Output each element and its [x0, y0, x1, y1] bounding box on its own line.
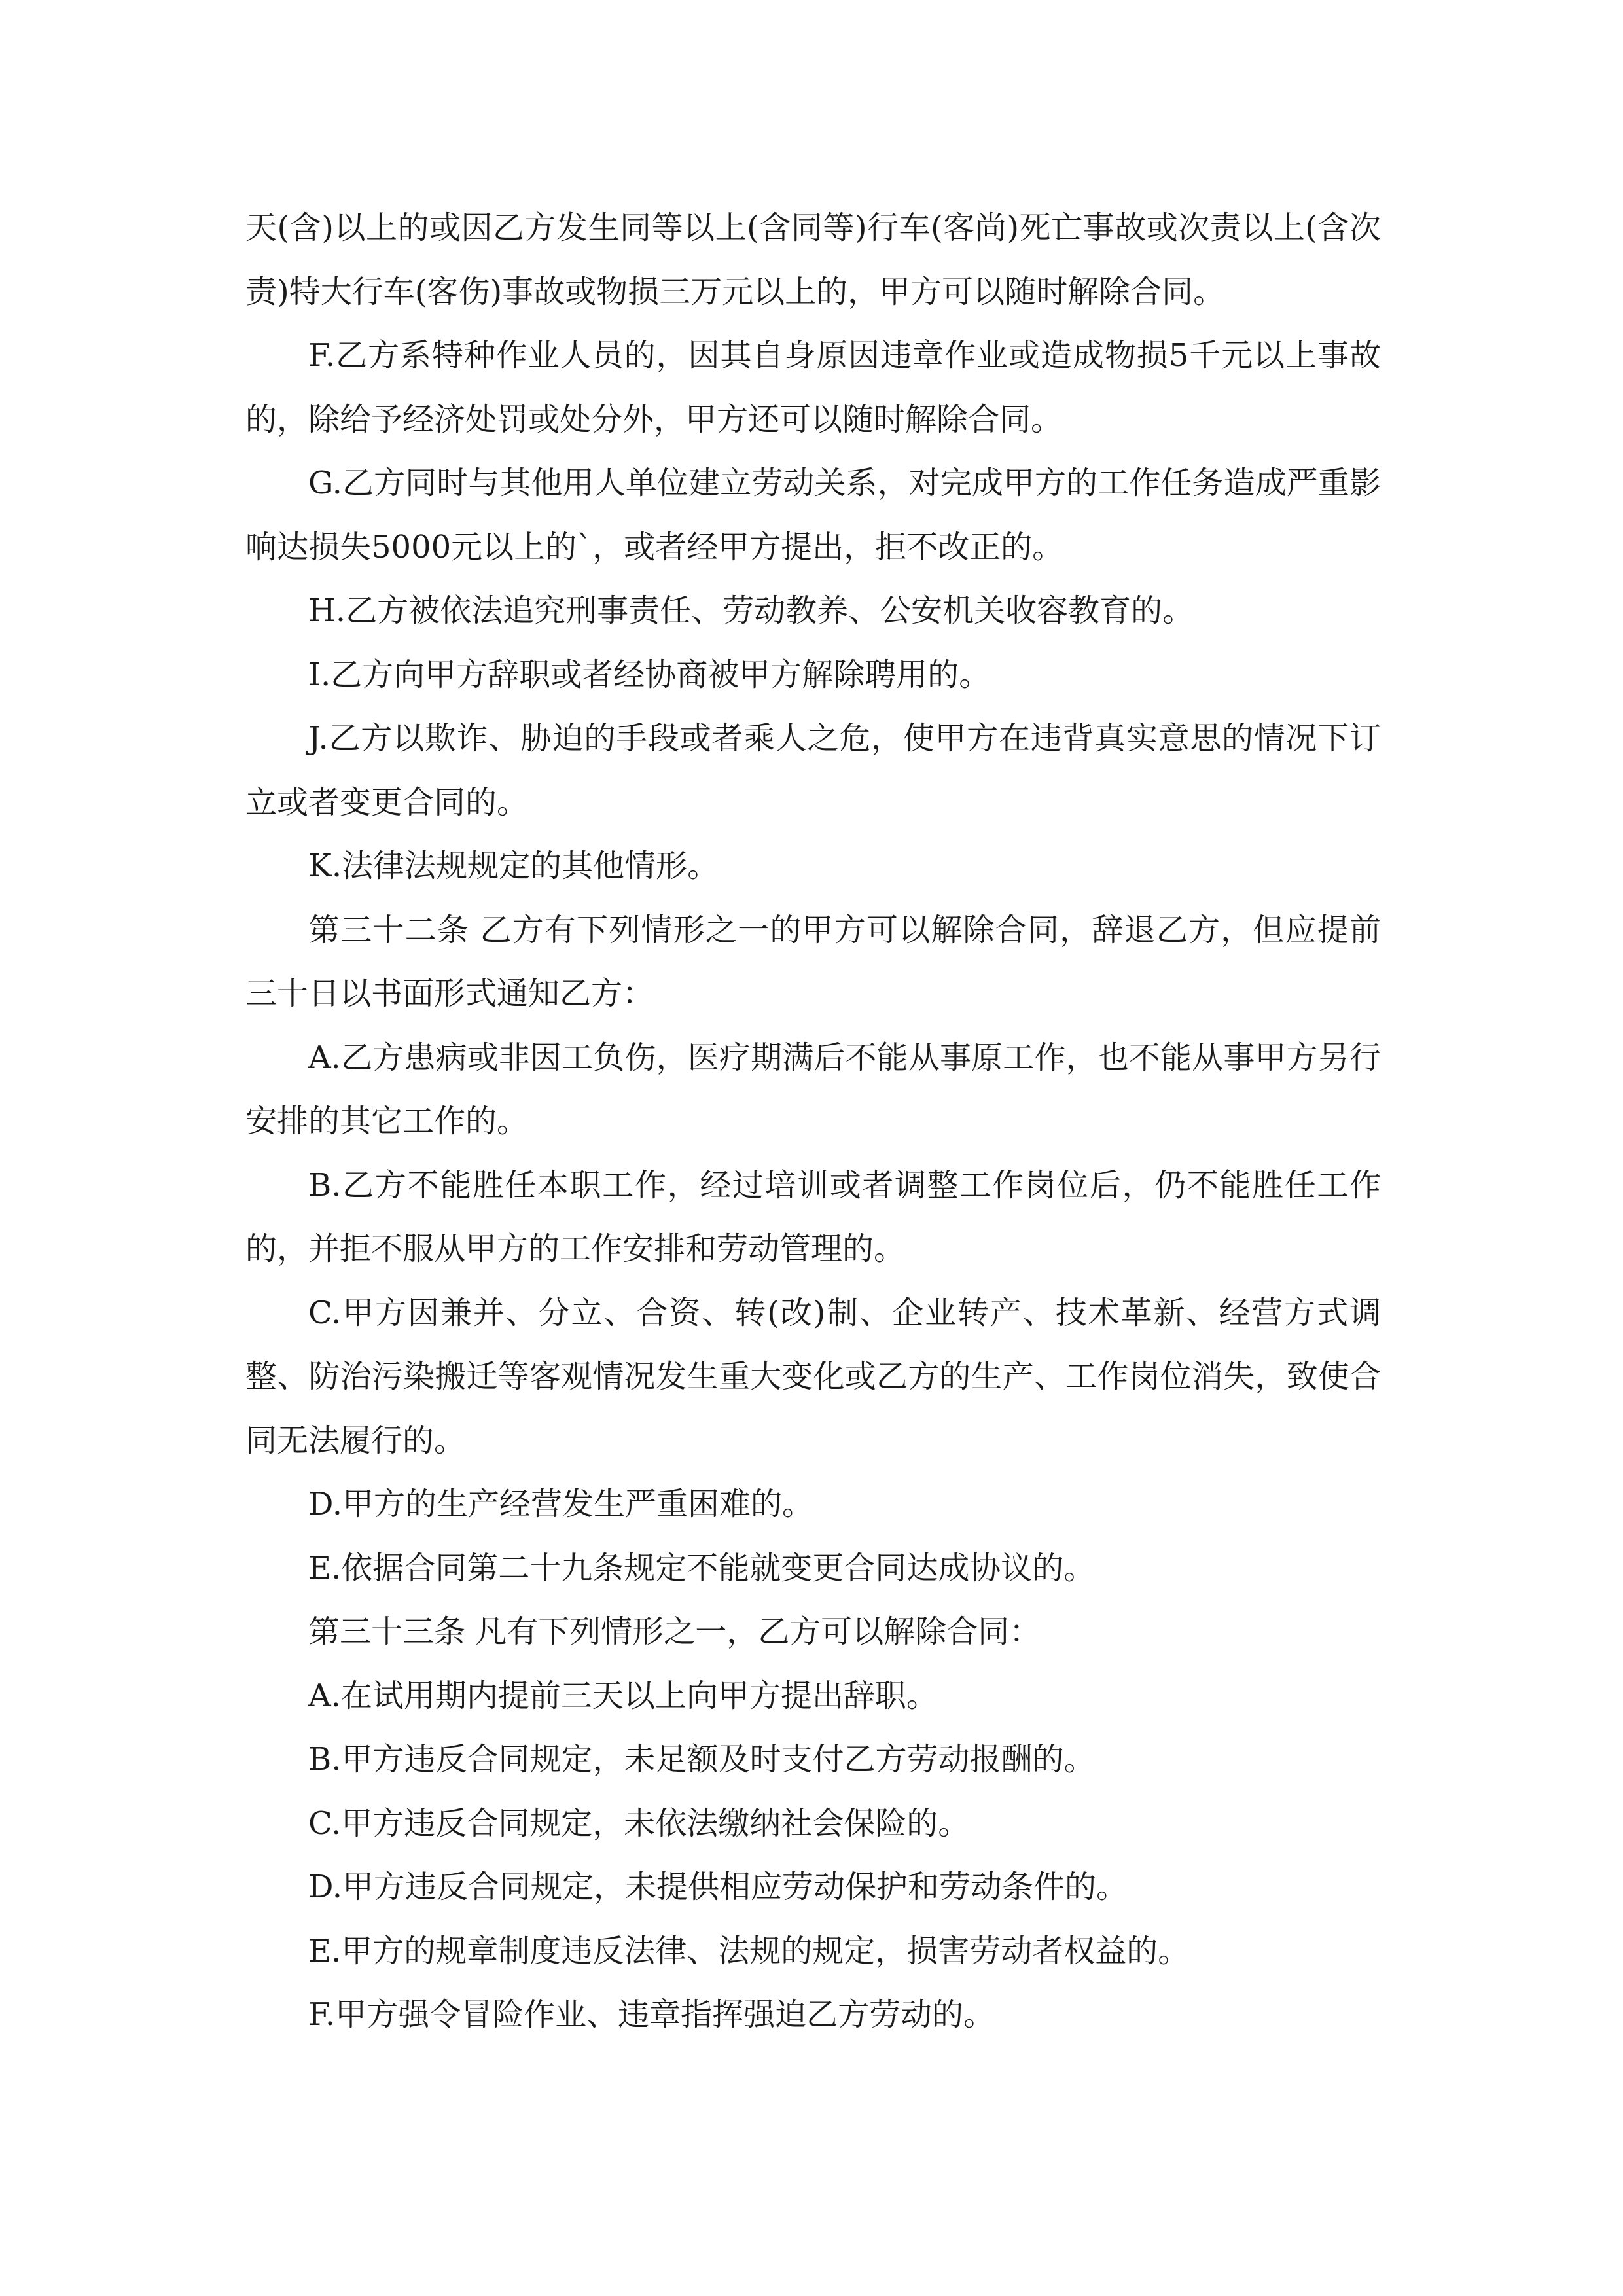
paragraph-item-j: J.乙方以欺诈、胁迫的手段或者乘人之危，使甲方在违背真实意思的情况下订立或者变更合同的。 [245, 720, 1381, 821]
article-33-item-c: C.甲方违反合同规定，未依法缴纳社会保险的。 [308, 1804, 970, 1842]
article-33-item-b: B.甲方违反合同规定，未足额及时支付乙方劳动报酬的。 [308, 1741, 1096, 1778]
article-32-item-a: A.乙方患病或非因工负伤，医疗期满后不能从事原工作，也不能从事甲方另行安排的其它工作的。 [245, 1039, 1381, 1139]
article-33-item-a: A.在试用期内提前三天以上向甲方提出辞职。 [308, 1677, 938, 1714]
article-32-item-e: E.依据合同第二十九条规定不能就变更合同达成协议的。 [308, 1549, 1096, 1587]
article-32-heading: 第三十二条 乙方有下列情形之一的甲方可以解除合同，辞退乙方，但应提前三十日以书面形式通知乙方： [245, 911, 1381, 1012]
article-33-item-d: D.甲方违反合同规定，未提供相应劳动保护和劳动条件的。 [308, 1869, 1128, 1905]
article-32-item-d: D.甲方的生产经营发生严重困难的。 [308, 1486, 814, 1522]
paragraph-item-f: F.乙方系特种作业人员的，因其自身原因违章作业或造成物损5千元以上事故的，除给予经济处罚或处分外，甲方还可以随时解除合同。 [245, 337, 1381, 438]
paragraph-item-i: I.乙方向甲方辞职或者经协商被甲方解除聘用的。 [308, 656, 991, 693]
document-body [245, 196, 1381, 2047]
paragraph-continuation: 天(含)以上的或因乙方发生同等以上(含同等)行车(客尚)死亡事故或次责以上(含次责)特大行车(客伤)事故或物损三万元以上的，甲方可以随时解除合同。 [245, 209, 1381, 310]
article-33-heading: 第三十三条 凡有下列情形之一，乙方可以解除合同： [308, 1613, 1041, 1650]
paragraph-item-h: H.乙方被依法追究刑事责任、劳动教养、公安机关收容教育的。 [308, 592, 1194, 629]
article-33-item-e: E.甲方的规章制度违反法律、法规的规定，损害劳动者权益的。 [308, 1932, 1190, 1969]
article-32-item-c: C.甲方因兼并、分立、合资、转(改)制、企业转产、技术革新、经营方式调整、防治污染搬迁等客观情况发生重大变化或乙方的生产、工作岗位消失，致使合同无法履行的。 [245, 1294, 1381, 1459]
article-32-item-b: B.乙方不能胜任本职工作，经过培训或者调整工作岗位后，仍不能胜任工作的，并拒不服从甲方的工作安排和劳动管理的。 [245, 1166, 1381, 1267]
article-33-item-f: F.甲方强令冒险作业、违章指挥强迫乙方劳动的。 [308, 1996, 995, 2033]
paragraph-item-k: K.法律法规规定的其他情形。 [308, 848, 719, 884]
paragraph-item-g: G.乙方同时与其他用人单位建立劳动关系，对完成甲方的工作任务造成严重影响达损失5000元以上的`，或者经甲方提出，拒不改正的。 [245, 465, 1381, 565]
